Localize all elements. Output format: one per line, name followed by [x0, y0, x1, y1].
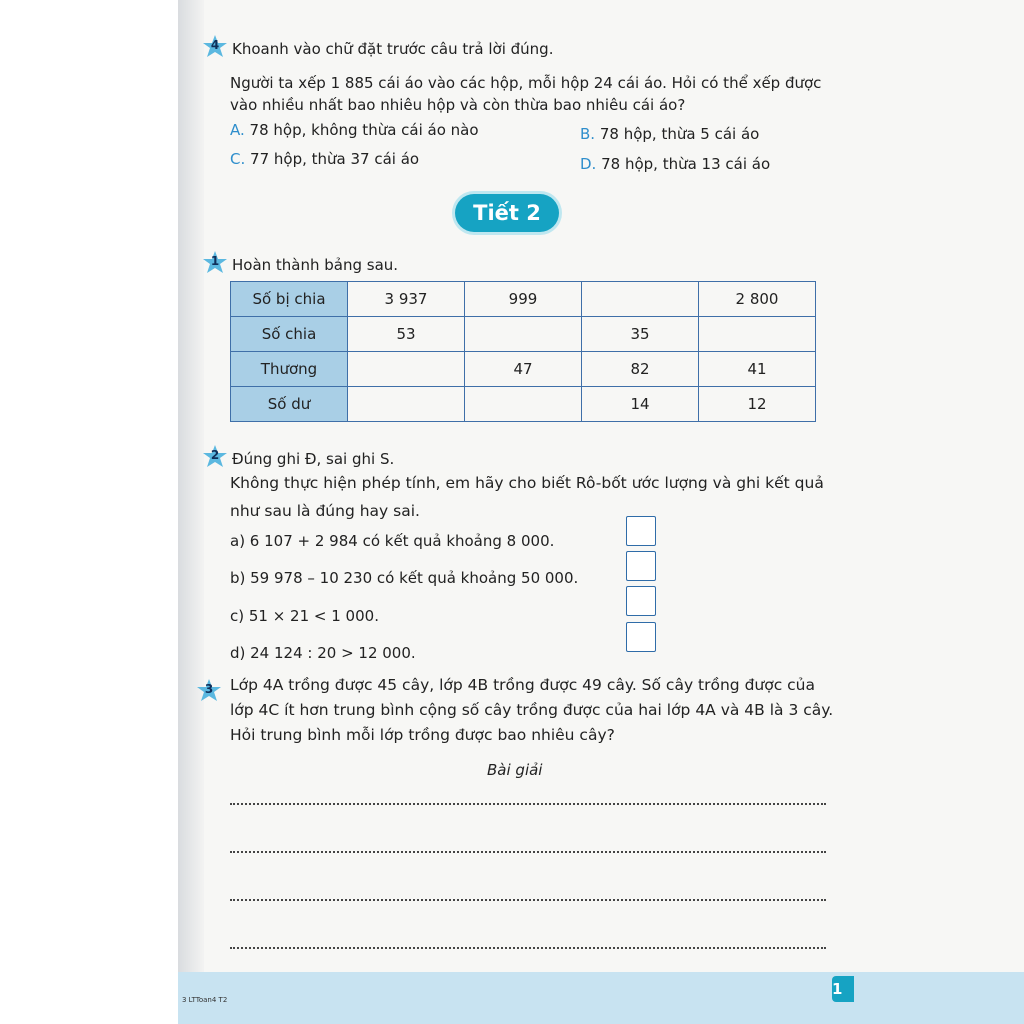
binding-shadow — [178, 0, 204, 1024]
statement-b: b) 59 978 – 10 230 có kết quả khoảng 50 000. — [230, 569, 579, 587]
row-header: Số dư — [231, 387, 348, 422]
wave-band — [178, 972, 1024, 1024]
exercise-number: 1 — [210, 254, 220, 268]
table-cell[interactable]: 14 — [582, 387, 699, 422]
table-cell[interactable] — [348, 387, 465, 422]
row-header: Số bị chia — [231, 282, 348, 317]
table-cell[interactable]: 53 — [348, 317, 465, 352]
exercise-3-line1: Lớp 4A trồng được 45 cây, lớp 4B trồng được 49 cây. Số cây trồng được của — [230, 676, 816, 694]
exercise-number: 3 — [204, 682, 214, 696]
exercise-4-instruction: Khoanh vào chữ đặt trước câu trả lời đúng. — [232, 40, 554, 58]
table-cell[interactable]: 82 — [582, 352, 699, 387]
option-text: 78 hộp, thừa 5 cái áo — [599, 125, 760, 143]
solution-label: Bài giải — [487, 761, 543, 779]
table-cell[interactable]: 999 — [465, 282, 582, 317]
bottom-band — [178, 972, 1024, 1024]
answer-line[interactable] — [230, 947, 826, 949]
exercise-2-prompt-line2: như sau là đúng hay sai. — [230, 502, 420, 520]
table-cell[interactable] — [348, 352, 465, 387]
footer-code: 3 LTToan4 T2 — [182, 996, 228, 1004]
answer-line[interactable] — [230, 899, 826, 901]
exercise-3-line2: lớp 4C ít hơn trung bình cộng số cây trồng được của hai lớp 4A và 4B là 3 cây. — [230, 701, 834, 719]
option-letter: D. — [580, 155, 597, 173]
option-b[interactable] — [580, 125, 759, 143]
page-number: 1 — [832, 976, 854, 1002]
option-text: 77 hộp, thừa 37 cái áo — [250, 150, 420, 168]
table-cell[interactable]: 35 — [582, 317, 699, 352]
row-header: Số chia — [231, 317, 348, 352]
option-text: 78 hộp, không thừa cái áo nào — [249, 121, 479, 139]
exercise-2-star-badge — [202, 444, 228, 470]
option-a[interactable] — [230, 121, 479, 139]
exercise-1-star-badge — [202, 250, 228, 276]
answer-box-b[interactable] — [626, 551, 656, 581]
answer-box-c[interactable] — [626, 586, 656, 616]
division-table — [230, 281, 816, 422]
answer-box-a[interactable] — [626, 516, 656, 546]
exercise-3-star-badge — [196, 678, 222, 704]
table-cell[interactable]: 3 937 — [348, 282, 465, 317]
exercise-2-instruction: Đúng ghi Đ, sai ghi S. — [232, 450, 395, 468]
table-row — [231, 317, 816, 352]
exercise-4-problem-line2: vào nhiều nhất bao nhiêu hộp và còn thừa bao nhiêu cái áo? — [230, 96, 686, 114]
exercise-2-prompt-line1: Không thực hiện phép tính, em hãy cho biết Rô-bốt ước lượng và ghi kết quả — [230, 474, 824, 492]
wave-decoration — [178, 972, 1024, 980]
exercise-1-instruction: Hoàn thành bảng sau. — [232, 256, 399, 274]
table-cell[interactable]: 41 — [699, 352, 816, 387]
statement-a: a) 6 107 + 2 984 có kết quả khoảng 8 000. — [230, 532, 555, 550]
table-cell[interactable]: 12 — [699, 387, 816, 422]
table-cell[interactable] — [582, 282, 699, 317]
table-cell[interactable] — [465, 387, 582, 422]
option-c[interactable] — [230, 150, 419, 168]
option-text: 78 hộp, thừa 13 cái áo — [601, 155, 771, 173]
option-letter: C. — [230, 150, 246, 168]
option-letter: B. — [580, 125, 596, 143]
table-cell[interactable] — [465, 317, 582, 352]
table-cell[interactable]: 47 — [465, 352, 582, 387]
table-row — [231, 352, 816, 387]
table-cell[interactable] — [699, 317, 816, 352]
exercise-4-problem-line1: Người ta xếp 1 885 cái áo vào các hộp, mỗi hộp 24 cái áo. Hỏi có thể xếp được — [230, 74, 822, 92]
table-cell[interactable]: 2 800 — [699, 282, 816, 317]
answer-line[interactable] — [230, 851, 826, 853]
table-row — [231, 282, 816, 317]
exercise-number: 4 — [210, 38, 220, 52]
answer-box-d[interactable] — [626, 622, 656, 652]
option-d[interactable] — [580, 155, 770, 173]
section-title-badge: Tiết 2 — [455, 194, 559, 232]
row-header: Thương — [231, 352, 348, 387]
table-row — [231, 387, 816, 422]
exercise-3-line3: Hỏi trung bình mỗi lớp trồng được bao nhiêu cây? — [230, 726, 615, 744]
exercise-number: 2 — [210, 448, 220, 462]
answer-line[interactable] — [230, 803, 826, 805]
statement-d: d) 24 124 : 20 > 12 000. — [230, 644, 416, 662]
exercise-4-star-badge — [202, 34, 228, 60]
statement-c: c) 51 × 21 < 1 000. — [230, 607, 379, 625]
option-letter: A. — [230, 121, 245, 139]
